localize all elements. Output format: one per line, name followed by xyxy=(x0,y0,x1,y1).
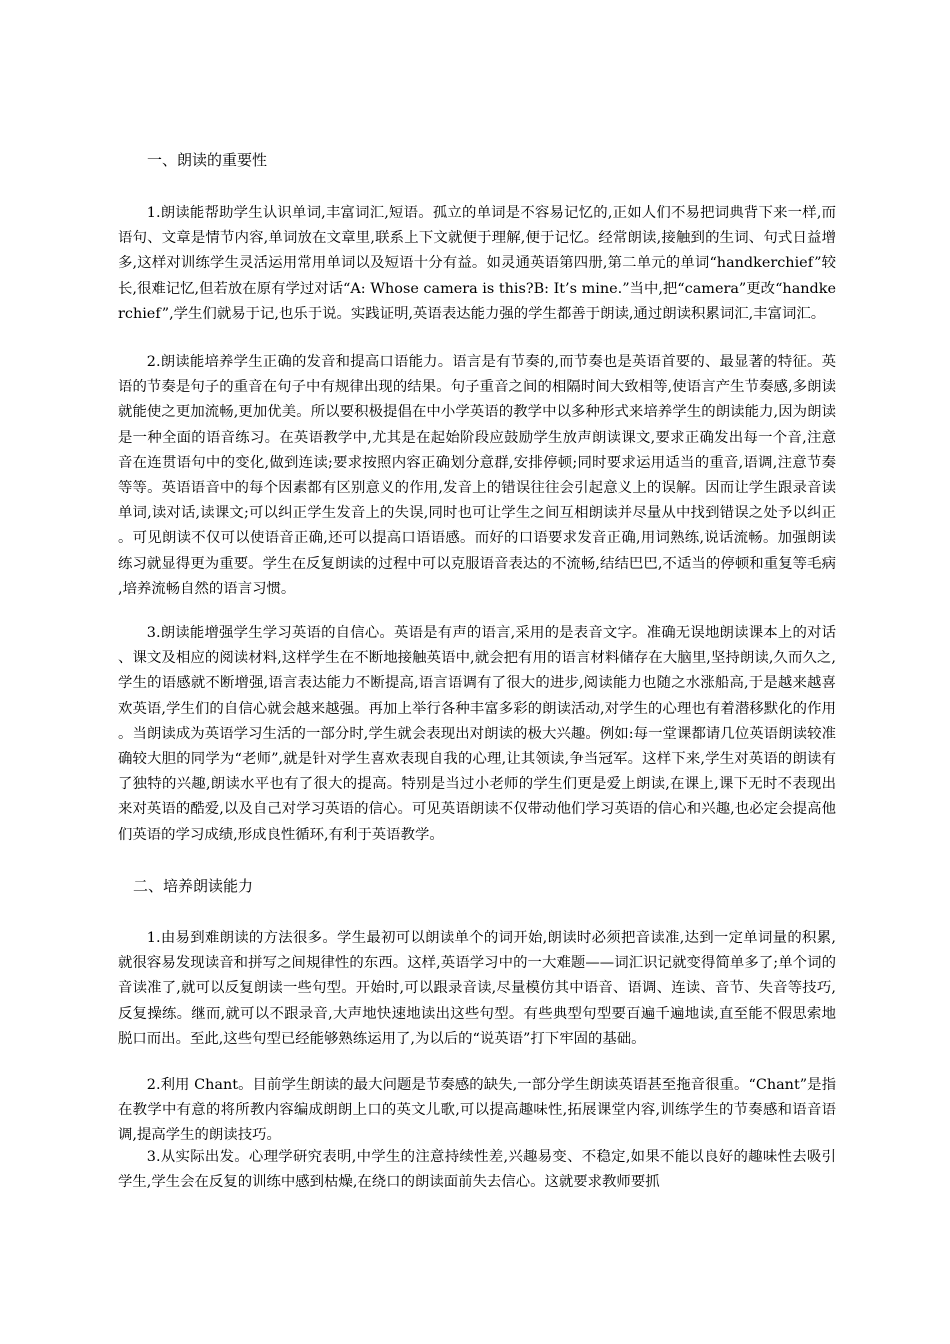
paragraph-vocabulary: 1.朗读能帮助学生认识单词,丰富词汇,短语。孤立的单词是不容易记忆的,正如人们不易把词典背下来一样,而语句、文章是情节内容,单词放在文章里,联系上下文就便于理解,便于记忆。经常朗读,接触到的生词、句式日益增多,这样对训练学生灵活运用常用单词以及短语十分有益。如灵通英语第四册,第二单元的单词“handkerchief”较长,很难记忆,但若放在原有学过对话“A: Whose camera is this?B: It’s mine.”当中,把“camera”更改“handkerchief”,学生们就易于记,也乐于说。实践证明,英语表达能力强的学生都善于朗读,通过朗读积累词汇,丰富词汇。 xyxy=(118,205,836,322)
paragraph-chant: 2.利用 Chant。目前学生朗读的最大问题是节奏感的缺失,一部分学生朗读英语甚至拖音很重。“Chant”是指在教学中有意的将所教内容编成朗朗上口的英文儿歌,可以提高趣味性,拓展课堂内容,训练学生的节奏感和语音语调,提高学生的朗读技巧。 xyxy=(118,1077,836,1144)
paragraph-practical: 3.从实际出发。心理学研究表明,中学生的注意持续性差,兴趣易变、不稳定,如果不能以良好的趣味性去吸引学生,学生会在反复的训练中感到枯燥,在绕口的朗读面前失去信心。这就要求教师要抓 xyxy=(118,1149,836,1191)
paragraph-pronunciation: 2.朗读能培养学生正确的发音和提高口语能力。语言是有节奏的,而节奏也是英语首要的、最显著的特征。英语的节奏是句子的重音在句子中有规律出现的结果。句子重音之间的相隔时间大致相等,使语言产生节奏感,多朗读就能使之更加流畅,更加优美。所以要积极提倡在中小学英语的教学中以多种形式来培养学生的朗读能力,因为朗读是一种全面的语音练习。在英语教学中,尤其是在起始阶段应鼓励学生放声朗读课文,要求正确发出每一个音,注意音在连贯语句中的变化,做到连读;要求按照内容正确划分意群,安排停顿;同时要求运用适当的重音,语调,注意节奏等等。英语语音中的每个因素都有区别意义的作用,发音上的错误往往会引起意义上的误解。因而让学生跟录音读单词,读对话,读课文;可以纠正学生发音上的失误,同时也可让学生之间互相朗读并尽量从中找到错误之处予以纠正。可见朗读不仅可以使语音正确,还可以提高口语语感。而好的口语要求发音正确,用词熟练,说话流畅。加强朗读练习就显得更为重要。学生在反复朗读的过程中可以克服语音表达的不流畅,结结巴巴,不适当的停顿和重复等毛病,培养流畅自然的语言习惯。 xyxy=(118,354,836,597)
section-heading-importance: 一、朗读的重要性 xyxy=(147,151,268,169)
section-heading-ability: 二、培养朗读能力 xyxy=(133,877,254,895)
paragraph-confidence: 3.朗读能增强学生学习英语的自信心。英语是有声的语言,采用的是表音文字。准确无误地朗读课本上的对话、课文及相应的阅读材料,这样学生在不断地接触英语中,就会把有用的语言材料储存在大脑里,坚持朗读,久而久之,学生的语感就不断增强,语言表达能力不断提高,语言语调有了很大的进步,阅读能力也随之水涨船高,于是越来越喜欢英语,学生们的自信心就会越来越强。再加上举行各种丰富多彩的朗读活动,对学生的心理也有着潜移默化的作用。当朗读成为英语学习生活的一部分时,学生就会表现出对朗读的极大兴趣。例如:每一堂课都请几位英语朗读较准确较大胆的同学为“老师”,就是针对学生喜欢表现自我的心理,让其领读,争当冠军。这样下来,学生对英语的朗读有了独特的兴趣,朗读水平也有了很大的提高。特别是当过小老师的学生们更是爱上朗读,在课上,课下无时不表现出来对英语的酷爱,以及自己对学习英语的信心。可见英语朗读不仅带动他们学习英语的信心和兴趣,也必定会提高他们英语的学习成绩,形成良性循环,有利于英语教学。 xyxy=(118,625,836,843)
paragraph-easy-to-hard: 1.由易到难朗读的方法很多。学生最初可以朗读单个的词开始,朗读时必须把音读准,达到一定单词量的积累,就很容易发现读音和拼写之间規律性的东西。这样,英语学习中的一大难题——词汇识记就变得简单多了;单个词的音读准了,就可以反复朗读一些句型。开始时,可以跟录音读,尽量模仿其中语音、语调、连读、音节、失音等技巧,反复操练。继而,就可以不跟录音,大声地快速地读出这些句型。有些典型句型要百遍千遍地读,直至能不假思索地脱口而出。至此,这些句型已经能够熟练运用了,为以后的“说英语”打下牢固的基础。 xyxy=(118,930,836,1047)
